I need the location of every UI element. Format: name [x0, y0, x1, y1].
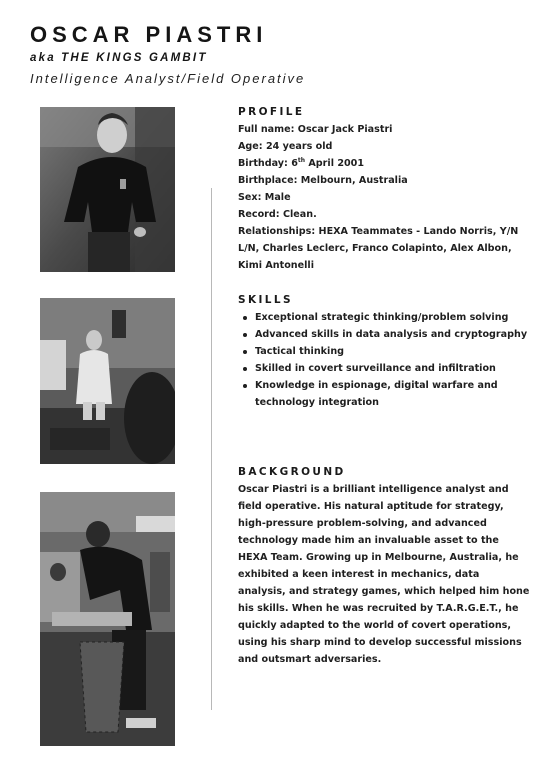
profile-section: [238, 106, 530, 274]
birthday: [238, 155, 530, 172]
photo-hoodie-portrait: [40, 107, 175, 272]
photo-store-scene: [40, 492, 175, 746]
birthday-ordinal: th: [297, 157, 306, 164]
relationships: Relationships: HEXA Teammates - Lando Norris, Y/N L/N, Charles Leclerc, Franco Colapinto, Alex Albon, Kimi Antonelli: [238, 226, 519, 271]
birthday-prefix: Birthday: 6: [238, 158, 298, 169]
skill-item: Advanced skills in data analysis and cryptography: [238, 326, 530, 343]
photo-indoor-white-shirt: [40, 298, 175, 464]
record: Record: Clean.: [238, 209, 317, 220]
background-text: Oscar Piastri is a brilliant intelligence analyst and field operative. His natural aptitude for strategy, high-pressure problem-solving, and advanced technology made him an invaluable asset to the HEXA Team. Growing up in Melbourne, Australia, he exhibited a keen interest in mechanics, data analysis, and strategy games, which helped him hone his skills. When he was recruited by T.A.R.G.E.T., he quickly adapted to the world of covert operations, using his sharp mind to develop successful missions and outsmart adversaries.: [238, 484, 530, 665]
sex: Sex: Male: [238, 192, 291, 203]
skills-heading: SKILLS: [238, 294, 293, 306]
background-heading: BACKGROUND: [238, 466, 346, 478]
full-name: Full name: Oscar Jack Piastri: [238, 124, 393, 135]
role-title: Intelligence Analyst/Field Operative: [30, 71, 306, 86]
vertical-divider: [211, 188, 212, 710]
skill-item: Knowledge in espionage, digital warfare and technology integration: [238, 377, 530, 411]
background-section: [238, 466, 530, 668]
alias: aka THE KINGS GAMBIT: [30, 52, 208, 64]
skill-item: Exceptional strategic thinking/problem solving: [238, 309, 530, 326]
skills-section: [238, 294, 530, 411]
person-name: OSCAR PIASTRI: [30, 22, 268, 47]
age: Age: 24 years old: [238, 141, 333, 152]
skills-list: [238, 309, 530, 411]
skill-item: Tactical thinking: [238, 343, 530, 360]
profile-heading: PROFILE: [238, 106, 305, 118]
birthplace: Birthplace: Melbourn, Australia: [238, 175, 408, 186]
skill-item: Skilled in covert surveillance and infiltration: [238, 360, 530, 377]
birthday-rest: April 2001: [305, 158, 365, 169]
